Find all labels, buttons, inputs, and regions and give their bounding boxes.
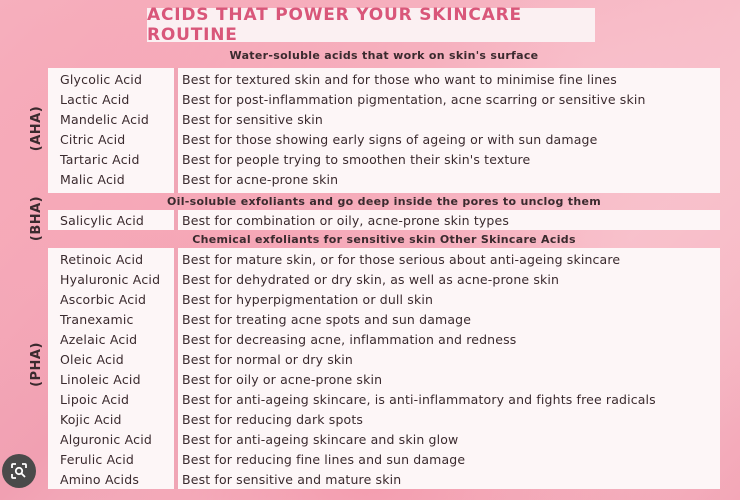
table-aha: [48, 68, 720, 193]
acid-name: Ferulic Acid: [60, 451, 135, 467]
acid-name: Oleic Acid: [60, 351, 124, 367]
table-row: [48, 169, 720, 189]
acid-description: Best for oily or acne-prone skin: [182, 371, 383, 387]
table-row: [48, 389, 720, 409]
acid-name: Mandelic Acid: [60, 111, 149, 127]
table-row: [48, 69, 720, 89]
table-row: [48, 269, 720, 289]
acid-description: Best for reducing dark spots: [182, 411, 364, 427]
group-label-aha: (AHA): [29, 105, 45, 152]
lens-search-icon[interactable]: [2, 454, 36, 488]
table-bha: [48, 210, 720, 230]
acid-description: Best for sensitive skin: [182, 111, 323, 127]
acid-name: Kojic Acid: [60, 411, 122, 427]
acid-name: Amino Acids: [60, 471, 140, 487]
table-row: [48, 409, 720, 429]
table-row: [48, 449, 720, 469]
table-row: [48, 309, 720, 329]
table-pha: [48, 248, 720, 489]
section-header-pha: Chemical exfoliants for sensitive skin Other Skincare Acids: [192, 233, 576, 246]
acid-description: Best for reducing fine lines and sun damage: [182, 451, 466, 467]
acid-name: Lactic Acid: [60, 91, 130, 107]
acid-name: Malic Acid: [60, 171, 125, 187]
acid-description: Best for treating acne spots and sun damage: [182, 311, 472, 327]
table-row: [48, 109, 720, 129]
acid-description: Best for mature skin, or for those serious about anti-ageing skincare: [182, 251, 621, 267]
acid-name: Linoleic Acid: [60, 371, 141, 387]
table-row: [48, 89, 720, 109]
lens-glyph: [9, 461, 29, 481]
acid-name: Salicylic Acid: [60, 212, 145, 228]
acid-name: Ascorbic Acid: [60, 291, 147, 307]
acid-name: Azelaic Acid: [60, 331, 138, 347]
table-row: [48, 369, 720, 389]
acid-description: Best for hyperpigmentation or dull skin: [182, 291, 434, 307]
acid-name: Lipoic Acid: [60, 391, 130, 407]
table-row: [48, 429, 720, 449]
table-row: [48, 249, 720, 269]
group-label-bha: (BHA): [29, 195, 45, 242]
table-row: [48, 329, 720, 349]
table-row: [48, 210, 720, 230]
acid-description: Best for those showing early signs of ageing or with sun damage: [182, 131, 598, 147]
section-header-bha: Oil-soluble exfoliants and go deep inside the pores to unclog them: [167, 195, 601, 208]
table-row: [48, 129, 720, 149]
acid-description: Best for anti-ageing skincare and skin glow: [182, 431, 459, 447]
acid-name: Tartaric Acid: [60, 151, 140, 167]
table-row: [48, 469, 720, 489]
acid-description: Best for sensitive and mature skin: [182, 471, 402, 487]
acid-name: Citric Acid: [60, 131, 126, 147]
table-row: [48, 349, 720, 369]
table-row: [48, 149, 720, 169]
group-label-pha: (PHA): [28, 342, 44, 387]
acid-description: Best for textured skin and for those who want to minimise fine lines: [182, 71, 617, 87]
acid-name: Retinoic Acid: [60, 251, 144, 267]
acid-description: Best for post-inflammation pigmentation, acne scarring or sensitive skin: [182, 91, 646, 107]
acid-description: Best for dehydrated or dry skin, as well as acne-prone skin: [182, 271, 560, 287]
title-banner: [147, 5, 595, 45]
acid-name: Hyaluronic Acid: [60, 271, 161, 287]
acid-name: Alguronic Acid: [60, 431, 153, 447]
acid-description: Best for people trying to smoothen their skin's texture: [182, 151, 531, 167]
acid-description: Best for acne-prone skin: [182, 171, 339, 187]
table-row: [48, 289, 720, 309]
acid-name: Glycolic Acid: [60, 71, 143, 87]
acid-description: Best for normal or dry skin: [182, 351, 353, 367]
page-title: ACIDS THAT POWER YOUR SKINCARE ROUTINE: [147, 5, 522, 45]
acid-description: Best for decreasing acne, inflammation and redness: [182, 331, 517, 347]
section-header-aha: Water-soluble acids that work on skin's surface: [229, 49, 539, 62]
acid-description: Best for anti-ageing skincare, is anti-inflammatory and fights free radicals: [182, 391, 656, 407]
acid-description: Best for combination or oily, acne-prone skin types: [182, 212, 510, 228]
acid-name: Tranexamic: [60, 311, 134, 327]
